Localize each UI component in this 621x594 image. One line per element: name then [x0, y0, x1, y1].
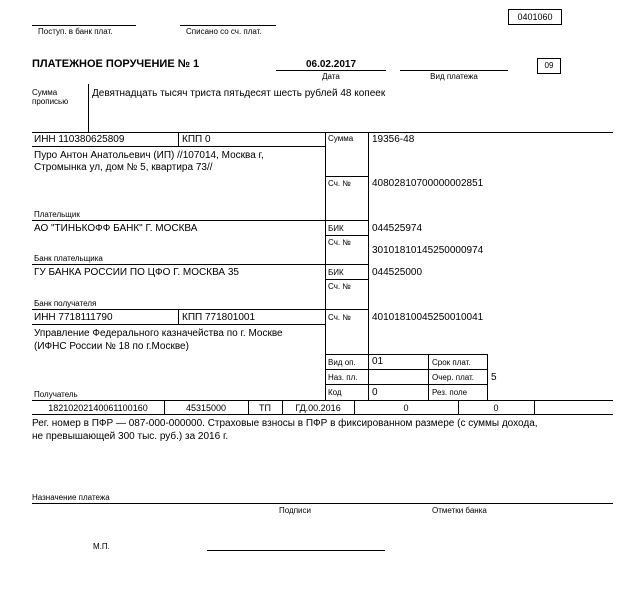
- recipient-name-1: Управление Федерального казначейства по г. Москве: [34, 328, 283, 339]
- recipient-bank-bik-label: БИК: [328, 268, 344, 277]
- codes-divider: [428, 354, 429, 400]
- purpose-code-label: Наз. пл.: [328, 373, 358, 382]
- payer-account-value: 40802810700000002851: [372, 178, 484, 189]
- recipient-bank-name: ГУ БАНКА РОССИИ ПО ЦФО Г. МОСКВА 35: [34, 267, 239, 278]
- amount-words-label-2: прописью: [32, 97, 69, 106]
- payer-label: Плательщик: [34, 210, 80, 219]
- written-off-line: [180, 25, 276, 26]
- payer-inn: ИНН 110380625809: [34, 134, 125, 145]
- payer-bank-name: АО "ТИНЬКОФФ БАНК" Г. МОСКВА: [34, 223, 198, 234]
- signatures-label: Подписи: [279, 506, 311, 515]
- codes-line-1: [325, 369, 487, 370]
- date-line: [276, 70, 386, 71]
- payer-bank-account-label: Сч. №: [328, 238, 351, 247]
- recipient-bank-account-label: Сч. №: [328, 282, 351, 291]
- recipient-bottom-line: [32, 400, 613, 401]
- purpose-label: Назначение платежа: [32, 493, 110, 502]
- sum-value: 19356-48: [372, 134, 415, 145]
- amount-words-value: Девятнадцать тысяч триста пятьдесят шесть рублей 48 копеек: [92, 88, 386, 99]
- written-off-label: Списано со сч. плат.: [186, 27, 262, 36]
- payer-kpp-divider: [178, 132, 179, 146]
- sum-label: Сумма: [328, 134, 354, 143]
- purpose-line-1: Рег. номер в ПФР — 087-000-000000. Страховые взносы в ПФР в фиксированном размере (с суммы дохода,: [32, 418, 538, 429]
- tax-row-bottom-line: [32, 414, 613, 415]
- recipient-inn: ИНН 7718111790: [34, 312, 113, 323]
- priority-label: Очер. плат.: [432, 373, 475, 382]
- payer-status-box: [537, 58, 561, 74]
- bank-marks-label: Отметки банка: [432, 506, 487, 515]
- codes-top-line: [325, 354, 487, 355]
- tax-oktmo: 45315000: [185, 403, 227, 413]
- signature-line: [207, 550, 385, 551]
- form-code: 0401060: [517, 12, 553, 22]
- payer-bank-bik-value: 044525974: [372, 223, 423, 234]
- recipient-bank-bottom-line: [32, 309, 368, 310]
- codes-right-divider: [487, 354, 488, 400]
- stamp-label: М.П.: [93, 542, 110, 551]
- priority-value: 5: [491, 372, 497, 383]
- recipient-bank-bik-value: 044525000: [372, 267, 423, 278]
- recipient-kpp: КПП 771801001: [182, 312, 256, 323]
- tax-doc-number: 0: [403, 403, 409, 413]
- payer-bank-account-value: 30101810145250000974: [372, 245, 484, 256]
- document-title: ПЛАТЕЖНОЕ ПОРУЧЕНИЕ № 1: [32, 58, 200, 70]
- payment-type-line: [400, 70, 508, 71]
- payer-name-2: Стромынка ул, дом № 5, квартира 73//: [34, 162, 213, 173]
- bank-received-line: [32, 25, 136, 26]
- payer-bank-bottom-line: [32, 264, 368, 265]
- recipient-bank-bik-line: [325, 279, 368, 280]
- payer-account-label: Сч. №: [328, 179, 351, 188]
- purpose-line-2: не превышающей 300 тыс. руб.) за 2016 г.: [32, 431, 229, 442]
- payment-date: 06.02.2017: [305, 59, 357, 70]
- code-label: Код: [328, 388, 342, 397]
- grid-col-b: [368, 132, 369, 400]
- tax-kbk: 18210202140061100160: [48, 403, 148, 413]
- payer-kpp: КПП 0: [182, 134, 211, 145]
- op-type-value: 01: [372, 356, 384, 367]
- date-label: Дата: [322, 72, 340, 81]
- recipient-account-value: 40101810045250010041: [372, 312, 484, 323]
- payment-type-label: Вид платежа: [430, 72, 478, 81]
- purpose-bottom-line: [32, 503, 613, 504]
- payer-account-line: [325, 176, 368, 177]
- codes-line-2: [325, 384, 487, 385]
- payer-inn-line: [32, 146, 325, 147]
- tax-doc-date: 0: [493, 403, 499, 413]
- payer-name-1: Пуро Антон Анатольевич (ИП) //107014, Москва г,: [34, 150, 264, 161]
- amount-words-label-1: Сумма: [32, 88, 58, 97]
- recipient-label: Получатель: [34, 390, 78, 399]
- tax-basis: ТП: [259, 403, 271, 413]
- tax-period: ГД.00.2016: [295, 403, 341, 413]
- payer-bottom-line: [32, 220, 368, 221]
- due-date-label: Срок плат.: [432, 358, 471, 367]
- recipient-bank-label: Банк получателя: [34, 299, 97, 308]
- code-value: 0: [372, 387, 378, 398]
- op-type-label: Вид оп.: [328, 358, 356, 367]
- grid-line-top: [32, 132, 613, 133]
- payer-bank-bik-label: БИК: [328, 224, 344, 233]
- payer-bank-label: Банк плательщика: [34, 254, 103, 263]
- reserve-label: Рез. поле: [432, 388, 468, 397]
- recipient-name-2: (ИФНС России № 18 по г.Москве): [34, 341, 189, 352]
- recipient-kpp-divider: [178, 309, 179, 324]
- payer-bank-bik-line: [325, 235, 368, 236]
- grid-col-a: [325, 132, 326, 400]
- recipient-inn-line: [32, 324, 325, 325]
- amount-words-divider: [88, 84, 89, 132]
- form-code-box: [508, 9, 562, 25]
- tax-div-6: [534, 400, 535, 414]
- recipient-account-label: Сч. №: [328, 313, 351, 322]
- bank-received-label: Поступ. в банк плат.: [38, 27, 113, 36]
- payer-status: 09: [544, 61, 554, 70]
